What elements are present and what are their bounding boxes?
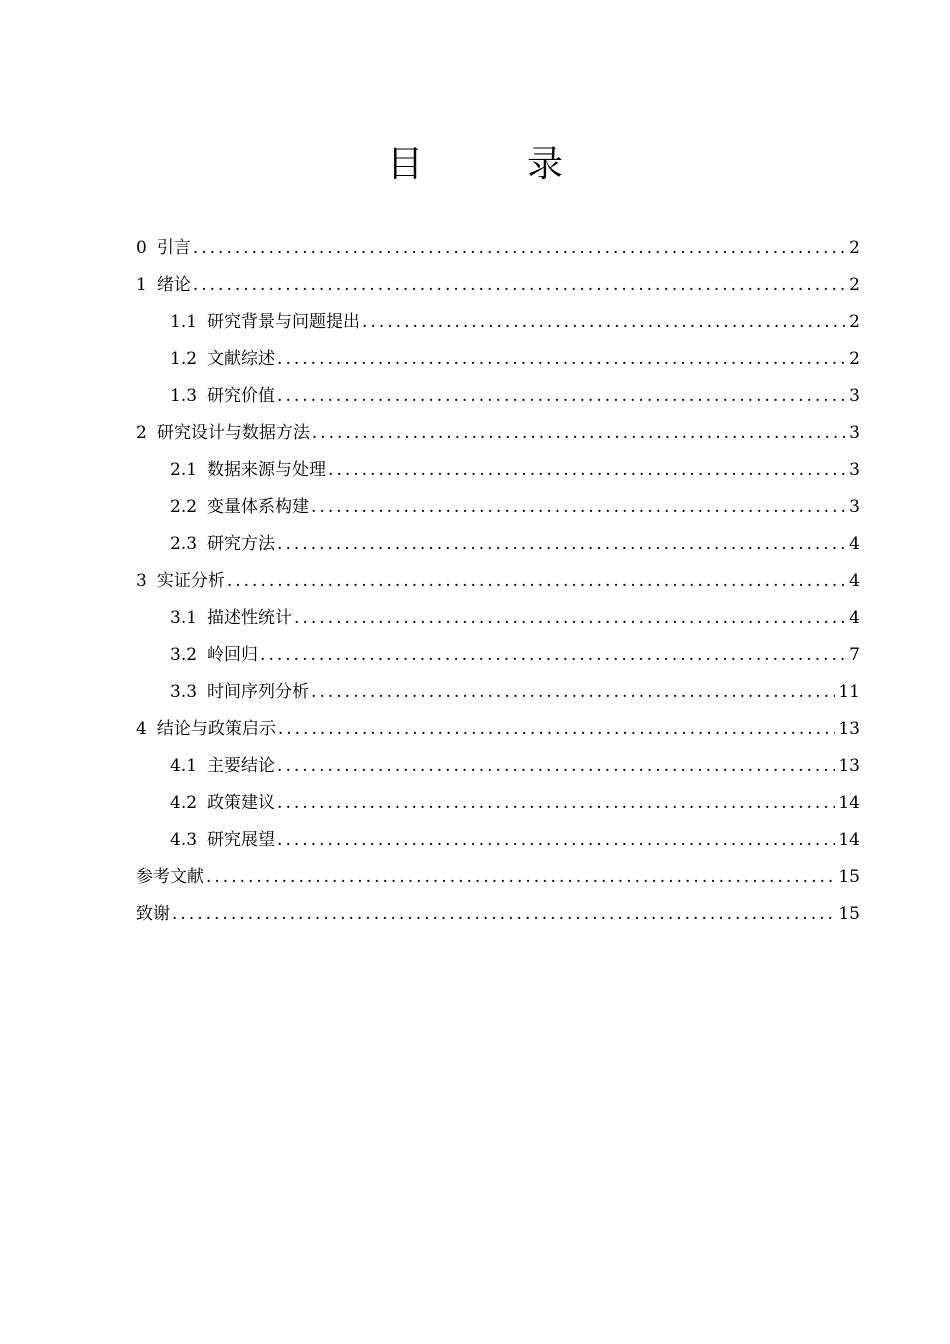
dot-leader [206, 859, 835, 896]
toc-entry-page-number: 13 [838, 756, 860, 776]
dot-leader [227, 563, 846, 600]
toc-entry-page-number: 3 [849, 497, 860, 517]
toc-entry-number: 3.2 [170, 645, 198, 665]
toc-entry[interactable] [136, 378, 860, 415]
toc-entry-number: 1.1 [170, 312, 198, 332]
toc-entry-page-number: 14 [838, 793, 860, 813]
dot-leader [193, 267, 846, 304]
dot-leader [277, 785, 835, 822]
toc-entry-number: 3.1 [170, 608, 198, 628]
dot-leader [277, 748, 835, 785]
toc-entry-number: 4.2 [170, 793, 198, 813]
dot-leader [193, 230, 846, 267]
toc-entry-page-number: 3 [849, 386, 860, 406]
toc-entry-number: 2 [136, 423, 147, 443]
dot-leader [362, 304, 846, 341]
toc-entry-number: 0 [136, 238, 147, 258]
dot-leader [278, 711, 836, 748]
toc-entry[interactable] [136, 785, 860, 822]
dot-leader [311, 489, 846, 526]
toc-entry-label: 绪论 [156, 275, 191, 295]
toc-entry-label: 结论与政策启示 [156, 719, 276, 739]
toc-entry-page-number: 2 [849, 238, 860, 258]
toc-entry-label: 文献综述 [207, 349, 276, 369]
toc-entry[interactable] [136, 600, 860, 637]
toc-entry-number: 2.1 [170, 460, 198, 480]
toc-entry-label: 描述性统计 [207, 608, 293, 628]
toc-entry-number: 3.3 [170, 682, 198, 702]
dot-leader [277, 822, 835, 859]
dot-leader [277, 378, 846, 415]
toc-entry-label: 实证分析 [156, 571, 225, 591]
table-of-contents [136, 230, 860, 933]
toc-entry-number: 1.3 [170, 386, 198, 406]
toc-entry-page-number: 15 [838, 904, 860, 924]
toc-entry-number: 4 [136, 719, 147, 739]
toc-entry[interactable] [136, 341, 860, 378]
toc-entry-number: 2.2 [170, 497, 198, 517]
toc-entry-label: 研究价值 [207, 386, 276, 406]
toc-entry[interactable] [136, 526, 860, 563]
toc-entry-label: 致谢 [136, 904, 170, 924]
dot-leader [277, 526, 846, 563]
dot-leader [294, 600, 846, 637]
toc-title: 目 录 [386, 144, 597, 185]
toc-entry-number: 1.2 [170, 349, 198, 369]
toc-entry[interactable] [136, 304, 860, 341]
toc-entry-label: 岭回归 [207, 645, 259, 665]
toc-entry[interactable] [136, 748, 860, 785]
toc-entry[interactable] [136, 711, 860, 748]
dot-leader [277, 341, 846, 378]
dot-leader [312, 415, 846, 452]
toc-entry-label: 研究方法 [207, 534, 276, 554]
toc-entry-page-number: 2 [849, 275, 860, 295]
toc-entry[interactable] [136, 637, 860, 674]
toc-entry-page-number: 3 [849, 460, 860, 480]
toc-entry-label: 政策建议 [207, 793, 276, 813]
toc-entry-page-number: 15 [838, 867, 860, 887]
toc-entry-page-number: 13 [838, 719, 860, 739]
toc-entry[interactable] [136, 267, 860, 304]
toc-entry-page-number: 2 [849, 349, 860, 369]
toc-entry[interactable] [136, 674, 860, 711]
toc-entry-page-number: 2 [849, 312, 860, 332]
toc-entry-label: 引言 [156, 238, 191, 258]
toc-entry-label: 参考文献 [136, 867, 204, 887]
toc-entry-label: 主要结论 [207, 756, 276, 776]
toc-entry-label: 研究设计与数据方法 [156, 423, 310, 443]
dot-leader [172, 896, 835, 933]
toc-entry-page-number: 11 [838, 682, 860, 702]
toc-entry-number: 2.3 [170, 534, 198, 554]
toc-entry[interactable] [136, 230, 860, 267]
toc-entry-page-number: 7 [849, 645, 860, 665]
toc-entry-number: 4.1 [170, 756, 198, 776]
toc-entry-label: 变量体系构建 [207, 497, 310, 517]
dot-leader [311, 674, 835, 711]
toc-entry-label: 研究展望 [207, 830, 276, 850]
toc-entry[interactable] [136, 563, 860, 600]
toc-entry[interactable] [136, 859, 860, 896]
toc-entry-page-number: 4 [849, 534, 860, 554]
dot-leader [328, 452, 846, 489]
dot-leader [260, 637, 846, 674]
toc-entry-page-number: 4 [849, 608, 860, 628]
toc-entry[interactable] [136, 415, 860, 452]
toc-entry-number: 1 [136, 275, 147, 295]
toc-entry-label: 时间序列分析 [207, 682, 310, 702]
toc-entry-page-number: 3 [849, 423, 860, 443]
toc-entry[interactable] [136, 822, 860, 859]
toc-entry-page-number: 4 [849, 571, 860, 591]
toc-entry-number: 4.3 [170, 830, 198, 850]
toc-entry-label: 数据来源与处理 [207, 460, 327, 480]
toc-entry[interactable] [136, 896, 860, 933]
toc-entry-page-number: 14 [838, 830, 860, 850]
toc-entry[interactable] [136, 452, 860, 489]
toc-entry-label: 研究背景与问题提出 [207, 312, 361, 332]
toc-entry[interactable] [136, 489, 860, 526]
toc-entry-number: 3 [136, 571, 147, 591]
